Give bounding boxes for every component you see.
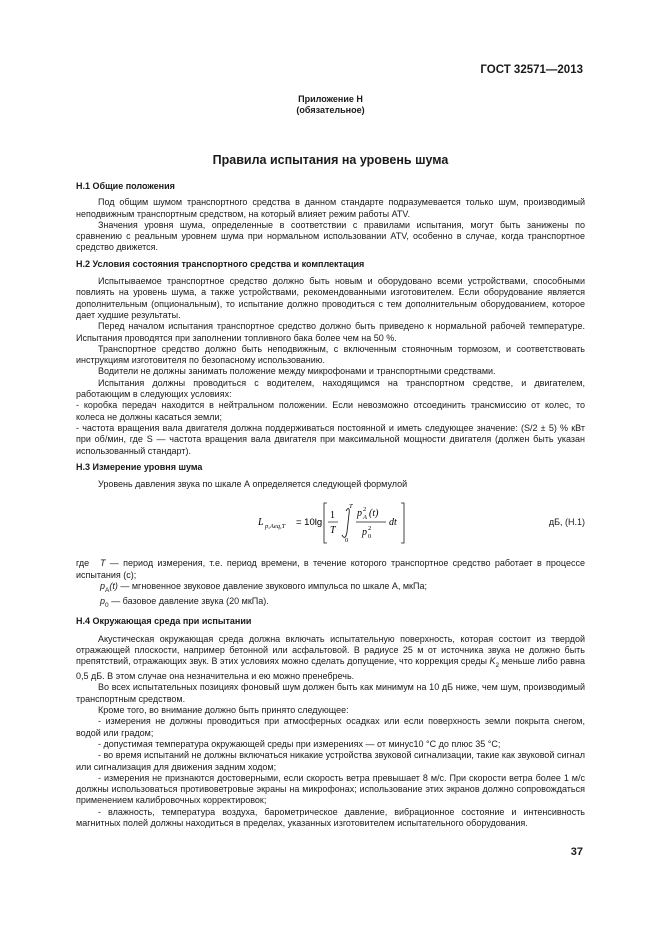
section-heading-h2: Н.2 Условия состояния транспортного средства и комплектация: [76, 258, 365, 269]
formula-T: T: [330, 525, 336, 537]
formula-numerator-arg: (t): [369, 508, 379, 520]
section-heading-h4: Н.4 Окружающая среда при испытании: [76, 616, 252, 627]
formula-numerator-sup: 2: [363, 506, 367, 514]
formula-row: [76, 496, 585, 548]
formula-one: 1: [330, 510, 335, 522]
equation-number: дБ, (Н.1): [548, 517, 585, 528]
definition-T: [76, 558, 585, 581]
paragraph: Кроме того, во внимание должно быть принято следующее:: [98, 705, 349, 716]
list-item: - частота вращения вала двигателя должна поддерживаться постоянной и иметь следующее значение: (S/2 ± 5) % кВт при об/мин, где S — частота вращения вала двигателя при максимальной мощности двигателя (должен быть указан использованный стандарт).: [76, 422, 585, 456]
formula-int-upper: T: [349, 503, 353, 511]
list-item: - измерения не признаются достоверными, если скорость ветра превышает 8 м/с. При скорости ветра более 1 м/с должны использоваться противоветровые экраны на микрофонах; использование этих экранов должно сопровождаться применением калибровочных корректировок;: [76, 772, 585, 806]
paragraph: [76, 634, 585, 683]
formula-denominator-sup: 2: [368, 525, 372, 533]
definition-text: — мгновенное звуковое давление звукового импульса по шкале А, мкПа;: [117, 581, 427, 592]
definition-text: — период измерения, т.е. период времени, в течение которого транспортное средство работает в процессе испытания (с);: [76, 558, 585, 580]
document-body: [76, 181, 585, 829]
page-title: Правила испытания на уровень шума: [212, 153, 449, 167]
formula-integral-sign: [342, 509, 349, 538]
formula-lhs-subscript: p,Aeq,T: [265, 523, 286, 531]
paragraph: Транспортное средство должно быть неподвижным, с включенным стояночным тормозом, и соответствовать инструкциям изготовителя по безопасному использованию.: [76, 343, 585, 366]
paragraph-part: Акустическая окружающая среда должна включать испытательную поверхность, которая состоит из твердой отражающей плоскости, например бетонной или асфальтовой. В радиусе 25 м от источника звука не должно быть препятствий, отражающих звук. В этих условиях можно сделать допущение, что коррекция среды: [76, 633, 585, 667]
symbol-T: T: [100, 558, 106, 569]
list-item: - коробка передач находится в нейтральном положении. Если невозможно отсоединить трансмиссию от колес, то колеса не должны касаться земли;: [76, 400, 585, 422]
symbol-pA-arg: (t): [109, 581, 118, 592]
paragraph: Перед началом испытания транспортное средство должно быть приведено к нормальной рабочей температуре. Испытания проводятся при заполнении топливного бака более чем на 50 %.: [76, 321, 585, 343]
page-number: 37: [570, 846, 583, 858]
paragraph: Испытания должны проводиться с водителем, находящимся на транспортном средстве, и двигателем, работающим в следующих условиях:: [76, 377, 585, 400]
where-label: где: [76, 558, 90, 569]
list-item: - во время испытаний не должны включаться никакие устройства звуковой сигнализации, такие как звуковой сигнал или сигнализация для движения задним ходом;: [76, 750, 585, 772]
standard-number: ГОСТ 32571—2013: [480, 64, 583, 76]
formula-lhs: L: [258, 517, 264, 529]
list-item: - измерения не должны проводиться при атмосферных осадках или если поверхность земли покрыта снегом, водой или градом;: [76, 716, 585, 738]
paragraph: Значения уровня шума, определенные в соответствии с правилами испытания, могут быть занижены по сравнению с реальным уровнем шума при нормальном использовании ATV, особенно в случае, когда транспортное средство движется.: [76, 219, 585, 253]
formula-int-lower: 0: [345, 537, 349, 545]
definition-text: — базовое давление звука (20 мкПа).: [108, 596, 269, 607]
annex-heading: [0, 94, 661, 116]
formula-numerator-sub: A: [363, 514, 367, 522]
formula-denominator-sub: 0: [368, 533, 372, 541]
section-heading-h3: Н.3 Измерение уровня шума: [76, 461, 203, 472]
formula-equals: = 10lg: [296, 517, 323, 529]
formula-bracket-right: [401, 503, 404, 543]
annex-label: Приложение Н: [298, 94, 363, 104]
section-heading-h1: Н.1 Общие положения: [76, 181, 175, 191]
definition-pA: [76, 581, 585, 596]
formula-bracket-left: [324, 503, 327, 543]
symbol-K-sub: 2: [495, 661, 500, 669]
paragraph: Испытываемое транспортное средство должно быть новым и оборудовано всеми устройствами, способными повлиять на уровень шума, а также устройствами, рекомендованными изготовителем. Если оборудование является дополнительным (опциональным), то испытание должно проводиться с тем дополнительным оборудованием, которое дает худшие результаты.: [76, 276, 585, 320]
paragraph: Под общим шумом транспортного средства в данном стандарте подразумевается только шум, производимый неподвижным транспортным средством, на который влияет режим работы ATV.: [76, 197, 585, 219]
symbol-pA-sub: A: [105, 586, 110, 594]
paragraph: Во всех испытательных позициях фоновый шум должен быть как минимум на 10 дБ ниже, чем шум, производимый транспортным средством.: [76, 682, 585, 704]
symbol-pA: p: [100, 581, 106, 592]
symbol-p0-sub: 0: [105, 601, 109, 609]
formula-dt: dt: [389, 517, 397, 529]
symbol-p0: p: [100, 596, 106, 607]
list-item: - допустимая температура окружающей среды при измерениях — от минус10 °С до плюс 35 °С;: [98, 738, 501, 749]
list-item: - влажность, температура воздуха, барометрическое давление, вибрационное состояние и интенсивность магнитных полей должны находиться в пределах, указанных изготовителем испытательного оборудования.: [76, 806, 585, 829]
formula-denominator: p: [362, 527, 367, 539]
formula-numerator: p: [357, 508, 362, 520]
formula-h1: [256, 496, 456, 548]
definition-p0: [76, 596, 585, 611]
annex-status: (обязательное): [296, 105, 365, 115]
paragraph-part: меньше либо равна 0,5 дБ. В этом случае она незначительна и ею можно пренебречь.: [76, 656, 585, 682]
symbol-K: K: [489, 656, 496, 667]
paragraph: Уровень давления звука по шкале А определяется следующей формулой: [98, 479, 408, 490]
paragraph: Водители не должны занимать положение между микрофонами и транспортными средствами.: [98, 366, 496, 377]
